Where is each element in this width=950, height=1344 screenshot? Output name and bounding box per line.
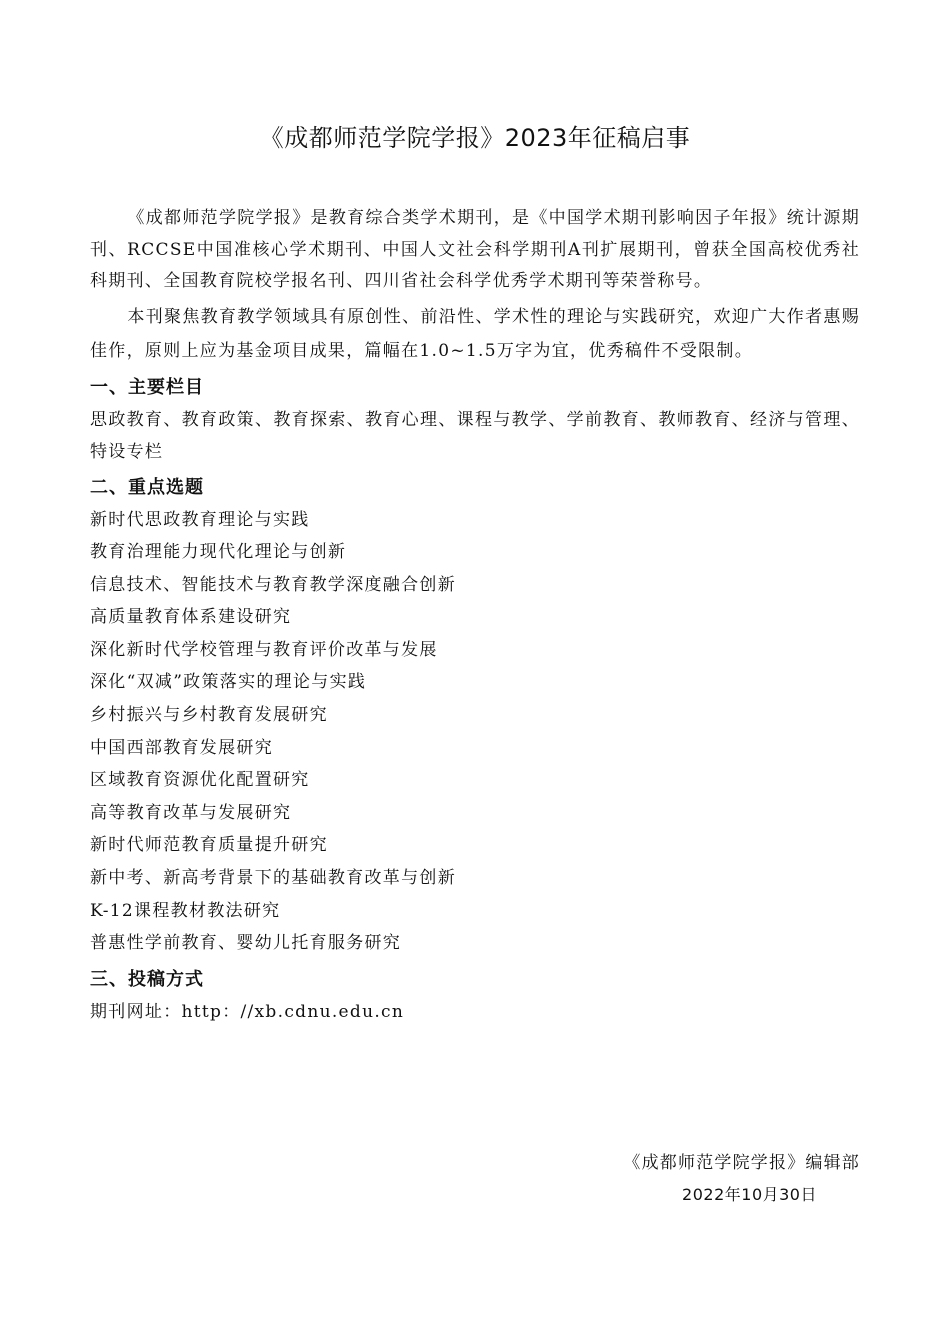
topic-item: 深化新时代学校管理与教育评价改革与发展 (90, 639, 438, 660)
topic-item: 教育治理能力现代化理论与创新 (90, 542, 347, 563)
topic-item: K-12课程教材教法研究 (90, 900, 281, 921)
topic-item: 中国西部教育发展研究 (90, 737, 273, 758)
topics-list (90, 504, 860, 960)
columns-list: 思政教育、教育政策、教育探索、教育心理、课程与教学、学前教育、教师教育、经济与管理、特设专栏 (90, 409, 860, 462)
intro-paragraph-2: 本刊聚焦教育教学领域具有原创性、前沿性、学术性的理论与实践研究，欢迎广大作者惠赐佳作，原则上应为基金项目成果，篇幅在1.0~1.5万字为宜，优秀稿件不受限制。 (90, 306, 860, 361)
topic-item: 新中考、新高考背景下的基础教育改革与创新 (90, 868, 456, 889)
topic-item: 乡村振兴与乡村教育发展研究 (90, 705, 328, 726)
topic-item: 深化“双减”政策落实的理论与实践 (90, 672, 367, 693)
topic-item: 高等教育改革与发展研究 (90, 802, 292, 823)
page-title: 《成都师范学院学报》2023年征稿启事 (259, 124, 691, 152)
section-heading-columns: 一、主要栏目 (90, 376, 204, 398)
document-body (90, 203, 860, 1028)
topic-item: 高质量教育体系建设研究 (90, 607, 292, 628)
topic-item: 区域教育资源优化配置研究 (90, 770, 310, 791)
signature-date: 2022年10月30日 (682, 1185, 817, 1204)
intro-paragraph-1: 《成都师范学院学报》是教育综合类学术期刊，是《中国学术期刊影响因子年报》统计源期刊、RCCSE中国准核心学术期刊、中国人文社会科学期刊A刊扩展期刊，曾获全国高校优秀社科期刊、全国教育院校学报名刊、四川省社会科学优秀学术期刊等荣誉称号。 (90, 208, 860, 291)
topic-item: 新时代师范教育质量提升研究 (90, 835, 328, 856)
topic-item: 普惠性学前教育、婴幼儿托育服务研究 (90, 933, 402, 954)
section-heading-topics: 二、重点选题 (90, 476, 204, 498)
journal-website: 期刊网址：http：//xb.cdnu.edu.cn (90, 1001, 405, 1022)
editorial-office-signature: 《成都师范学院学报》编辑部 (623, 1153, 860, 1173)
topic-item: 新时代思政教育理论与实践 (90, 509, 310, 530)
section-heading-submission: 三、投稿方式 (90, 968, 204, 990)
topic-item: 信息技术、智能技术与教育教学深度融合创新 (90, 574, 456, 595)
